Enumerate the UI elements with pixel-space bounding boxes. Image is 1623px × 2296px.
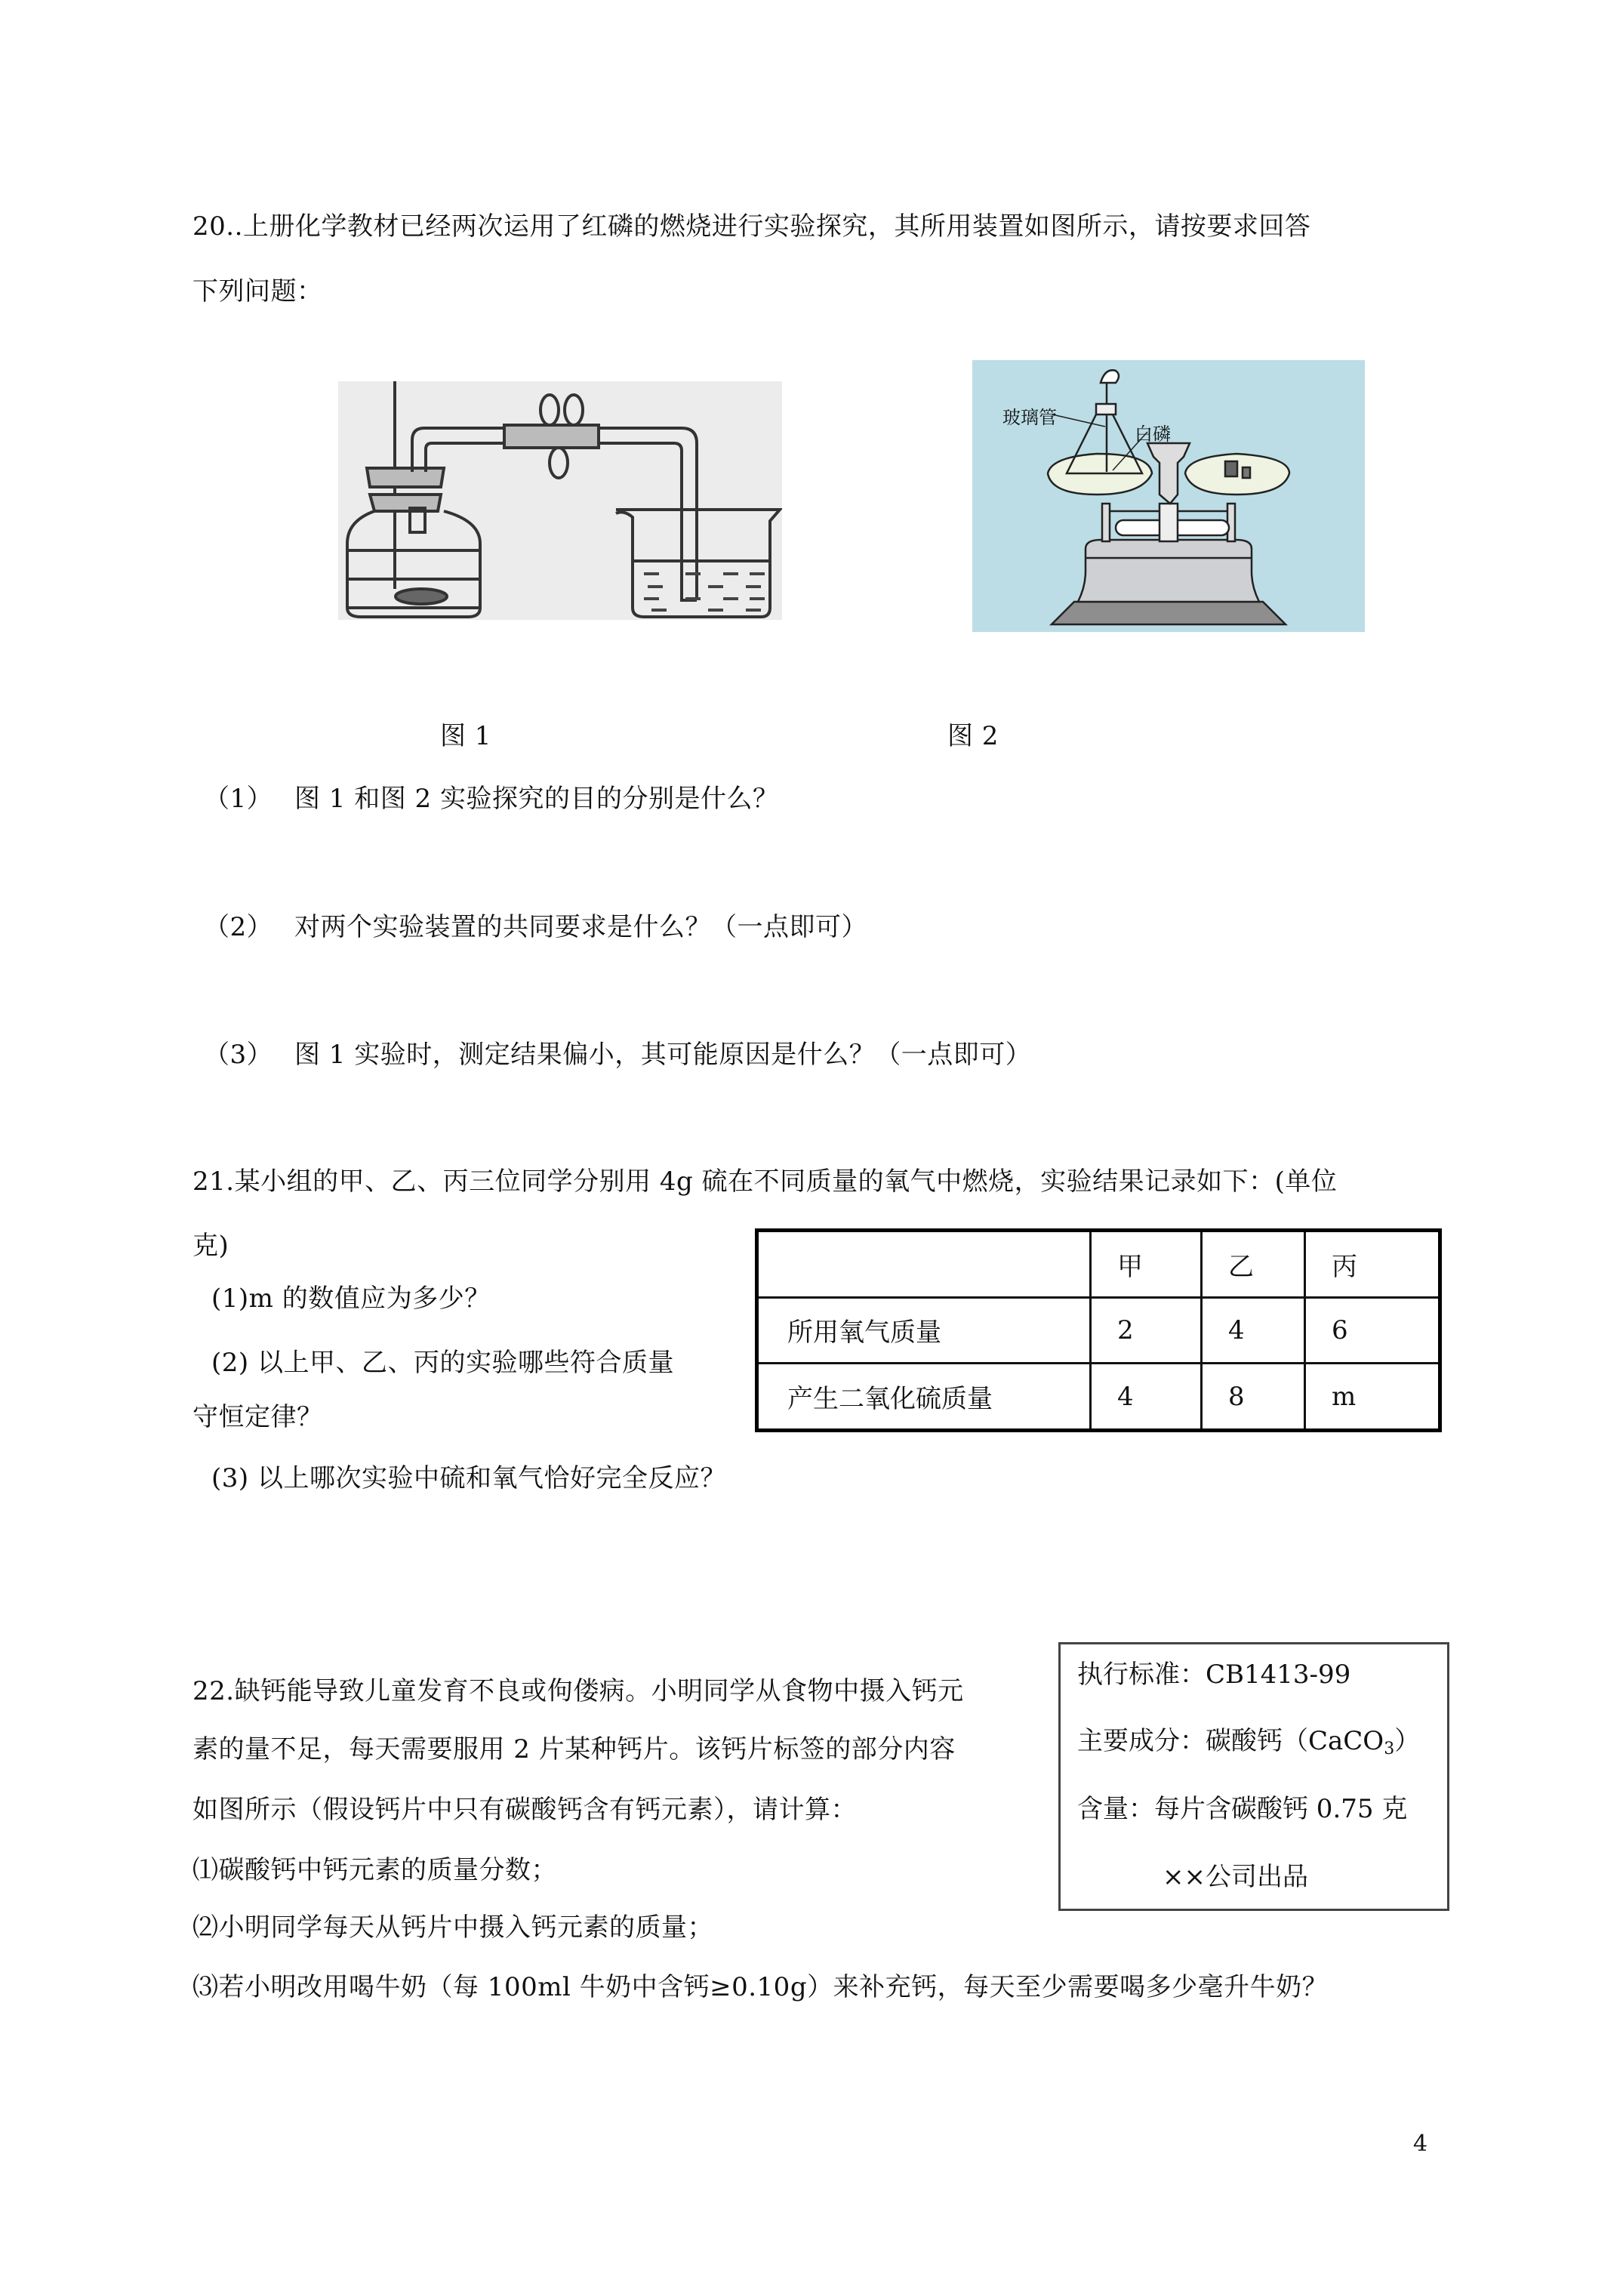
table-cell: 4 bbox=[1202, 1297, 1305, 1363]
q22-stem-line1: 22.缺钙能导致儿童发育不良或佝偻病。小明同学从食物中摄入钙元 bbox=[192, 1676, 964, 1706]
q20-sub3-text: 图 1 实验时，测定结果偏小，其可能原因是什么？（一点即可） bbox=[294, 1040, 1032, 1070]
table-cell: 8 bbox=[1202, 1364, 1305, 1431]
figure-1-apparatus bbox=[338, 381, 782, 620]
figure-1-caption: 图 1 bbox=[440, 721, 491, 751]
calcium-tablet-label bbox=[1058, 1642, 1449, 1911]
q21-sub1: (1)m 的数值应为多少？ bbox=[211, 1284, 491, 1314]
q20-stem-line2: 下列问题： bbox=[192, 276, 323, 307]
q20-sub2-text: 对两个实验装置的共同要求是什么？（一点即可） bbox=[294, 912, 867, 942]
q21-sub3: (3) 以上哪次实验中硫和氧气恰好完全反应？ bbox=[211, 1463, 726, 1493]
table-row bbox=[757, 1297, 1440, 1363]
table-header-cell: 丙 bbox=[1305, 1231, 1440, 1298]
results-table bbox=[755, 1228, 1442, 1432]
label-ingredient-prefix: 主要成分：碳酸钙（CaCO bbox=[1077, 1726, 1384, 1756]
table-header-cell bbox=[757, 1231, 1091, 1298]
label-ingredient-suffix: ） bbox=[1394, 1726, 1421, 1756]
apparatus-drawing bbox=[338, 381, 782, 620]
table-row bbox=[757, 1364, 1440, 1431]
table-row-label: 产生二氧化硫质量 bbox=[757, 1364, 1091, 1431]
label-ingredient bbox=[1077, 1726, 1420, 1764]
q20-sub1-number: （1） bbox=[204, 784, 273, 814]
table-header-cell: 乙 bbox=[1202, 1231, 1305, 1298]
q20-stem-line1: 20..上册化学教材已经两次运用了红磷的燃烧进行实验探究，其所用装置如图所示，请按要求回答 bbox=[192, 211, 1311, 242]
table-cell: 4 bbox=[1091, 1364, 1202, 1431]
q22-sub1: ⑴碳酸钙中钙元素的质量分数； bbox=[192, 1855, 557, 1885]
q22-sub3: ⑶若小明改用喝牛奶（每 100ml 牛奶中含钙≥0.10g）来补充钙，每天至少需要喝多少毫升牛奶？ bbox=[192, 1972, 1329, 2002]
figure-2-caption: 图 2 bbox=[947, 721, 999, 751]
q21-sub2-line2: 守恒定律？ bbox=[192, 1402, 323, 1432]
label-ingredient-subscript: 3 bbox=[1384, 1740, 1395, 1758]
page-number: 4 bbox=[1413, 2131, 1428, 2157]
label-standard: 执行标准：CB1413-99 bbox=[1077, 1660, 1351, 1690]
table-cell: m bbox=[1305, 1364, 1440, 1431]
q21-stem-line2: 克) bbox=[192, 1231, 229, 1261]
table-header-cell: 甲 bbox=[1091, 1231, 1202, 1298]
q22-sub2: ⑵小明同学每天从钙片中摄入钙元素的质量； bbox=[192, 1912, 713, 1943]
table-header-row bbox=[757, 1231, 1440, 1298]
q20-sub1-text: 图 1 和图 2 实验探究的目的分别是什么？ bbox=[294, 784, 779, 814]
q22-stem-line3: 如图所示（假设钙片中只有碳酸钙含有钙元素），请计算： bbox=[192, 1795, 857, 1825]
table-cell: 6 bbox=[1305, 1297, 1440, 1363]
q22-stem-line2: 素的量不足，每天需要服用 2 片某种钙片。该钙片标签的部分内容 bbox=[192, 1734, 956, 1764]
label-maker: ××公司出品 bbox=[1163, 1862, 1308, 1892]
label-content: 含量：每片含碳酸钙 0.75 克 bbox=[1077, 1794, 1408, 1824]
label-white-phosphorus: 白磷 bbox=[1135, 424, 1171, 445]
q21-sub2-line1: (2) 以上甲、乙、丙的实验哪些符合质量 bbox=[211, 1348, 674, 1378]
label-glass-tube: 玻璃管 bbox=[1002, 407, 1057, 428]
figure-2-balance bbox=[972, 360, 1365, 632]
q21-stem-line1: 21.某小组的甲、乙、丙三位同学分别用 4g 硫在不同质量的氧气中燃烧，实验结果记录如下：(单位 bbox=[192, 1166, 1338, 1197]
balance-drawing bbox=[972, 360, 1365, 632]
table-row-label: 所用氧气质量 bbox=[757, 1297, 1091, 1363]
q20-sub3-number: （3） bbox=[204, 1040, 273, 1070]
q20-sub2-number: （2） bbox=[204, 912, 273, 942]
table-cell: 2 bbox=[1091, 1297, 1202, 1363]
